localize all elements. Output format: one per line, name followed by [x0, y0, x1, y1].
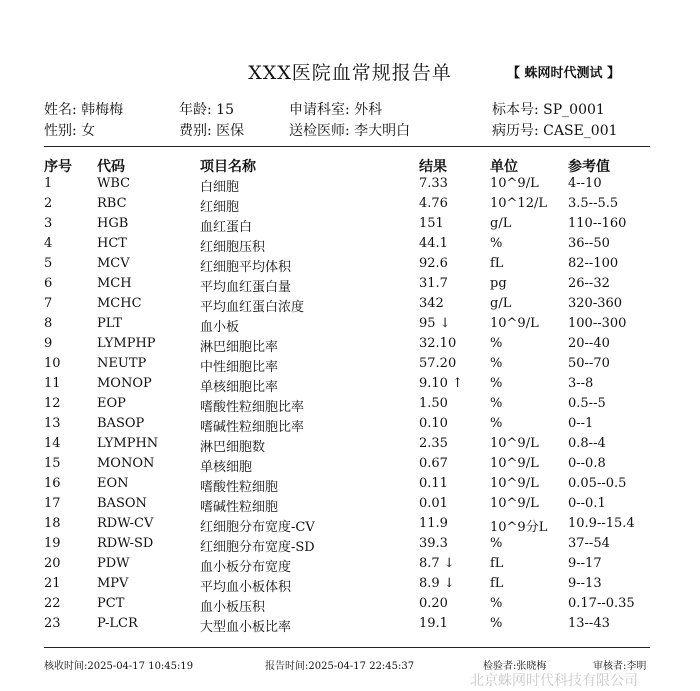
row-unit: %: [490, 336, 503, 351]
table-row: [0, 596, 700, 616]
row-index: 6: [44, 276, 53, 291]
row-reference: 0.8--4: [568, 436, 606, 451]
row-code: MPV: [97, 576, 129, 591]
row-index: 8: [44, 316, 53, 331]
table-row: [0, 416, 700, 436]
table-row: [0, 436, 700, 456]
header-divider: [44, 146, 650, 147]
row-result: 39.3: [419, 536, 448, 551]
row-code: HGB: [97, 216, 129, 231]
header-reference: 参考值: [568, 159, 610, 175]
row-index: 3: [44, 216, 53, 231]
row-item-name: 淋巴细胞比率: [200, 340, 279, 355]
header-unit: 单位: [490, 159, 518, 175]
row-unit: %: [490, 396, 503, 411]
row-item-name: 中性细胞比率: [200, 360, 279, 375]
row-reference: 0--0.8: [568, 456, 606, 471]
row-index: 19: [44, 536, 61, 551]
row-code: LYMPHP: [97, 336, 156, 351]
fee-type: 费别: 医保: [179, 123, 245, 139]
row-reference: 50--70: [568, 356, 610, 371]
row-result: 7.33: [419, 176, 448, 191]
row-unit: %: [490, 236, 503, 251]
row-reference: 0--0.1: [568, 496, 606, 511]
row-reference: 20--40: [568, 336, 610, 351]
row-result: 342: [419, 296, 444, 311]
row-item-name: 红细胞分布宽度-SD: [200, 540, 315, 555]
row-result: 1.50: [419, 396, 448, 411]
row-item-name: 红细胞分布宽度-CV: [200, 520, 315, 535]
row-code: BASON: [97, 496, 147, 511]
header-code: 代码: [97, 159, 125, 175]
row-result: 8.7 ↓: [419, 556, 455, 571]
row-result: 0.20: [419, 596, 448, 611]
row-index: 15: [44, 456, 61, 471]
row-code: PCT: [97, 596, 125, 611]
row-reference: 37--54: [568, 536, 610, 551]
table-row: [0, 536, 700, 556]
row-unit: %: [490, 416, 503, 431]
row-item-name: 血小板压积: [200, 600, 266, 615]
row-unit: %: [490, 536, 503, 551]
table-row: [0, 456, 700, 476]
case-number: 病历号: CASE_001: [492, 123, 618, 139]
row-index: 14: [44, 436, 61, 451]
row-code: EOP: [97, 396, 126, 411]
row-item-name: 大型血小板比率: [200, 620, 292, 635]
row-code: P-LCR: [97, 616, 138, 631]
row-code: MONON: [97, 456, 155, 471]
row-code: PLT: [97, 316, 122, 331]
row-unit: 10^12/L: [490, 196, 547, 211]
row-code: MCH: [97, 276, 132, 291]
row-unit: 10^9/L: [490, 316, 539, 331]
row-unit: 10^9/L: [490, 476, 539, 491]
row-reference: 82--100: [568, 256, 619, 271]
row-unit: %: [490, 616, 503, 631]
table-row: [0, 556, 700, 576]
row-item-name: 淋巴细胞数: [200, 440, 266, 455]
row-item-name: 嗜酸性粒细胞比率: [200, 400, 305, 415]
row-index: 22: [44, 596, 61, 611]
row-index: 7: [44, 296, 53, 311]
row-unit: %: [490, 376, 503, 391]
report-time: 报告时间:2025-04-17 22:45:37: [265, 661, 415, 672]
row-code: MCHC: [97, 296, 142, 311]
row-item-name: 嗜酸性粒细胞: [200, 480, 279, 495]
referring-doctor: 送检医师: 李大明白: [289, 123, 411, 139]
row-code: RDW-SD: [97, 536, 154, 551]
row-unit: 10^9/L: [490, 176, 539, 191]
row-unit: fL: [490, 256, 504, 271]
row-result: 19.1: [419, 616, 448, 631]
row-item-name: 血小板分布宽度: [200, 560, 292, 575]
footer-divider: [44, 647, 650, 648]
row-index: 5: [44, 256, 53, 271]
row-code: RBC: [97, 196, 127, 211]
row-result: 11.9: [419, 516, 448, 531]
table-row: [0, 196, 700, 216]
table-row: [0, 216, 700, 236]
table-row: [0, 356, 700, 376]
row-item-name: 平均血红蛋白浓度: [200, 300, 305, 315]
table-row: [0, 516, 700, 536]
row-reference: 320-360: [568, 296, 623, 311]
table-row: [0, 376, 700, 396]
header-index: 序号: [44, 159, 72, 175]
row-reference: 100--300: [568, 316, 627, 331]
row-item-name: 红细胞: [200, 200, 240, 215]
row-index: 21: [44, 576, 61, 591]
header-result: 结果: [419, 159, 447, 175]
row-code: NEUTP: [97, 356, 147, 371]
row-item-name: 红细胞压积: [200, 240, 266, 255]
row-result: 32.10: [419, 336, 457, 351]
row-item-name: 单核细胞比率: [200, 380, 279, 395]
row-unit: %: [490, 356, 503, 371]
row-index: 18: [44, 516, 61, 531]
row-result: 92.6: [419, 256, 448, 271]
row-unit: 10^9/L: [490, 456, 539, 471]
row-code: WBC: [97, 176, 131, 191]
row-unit: pg: [490, 276, 507, 291]
row-code: MCV: [97, 256, 130, 271]
reviewer-name: 审核者:李明: [593, 661, 647, 672]
row-index: 20: [44, 556, 61, 571]
row-result: 151: [419, 216, 444, 231]
table-row: [0, 616, 700, 636]
patient-name: 姓名: 韩梅梅: [44, 102, 124, 118]
row-item-name: 嗜碱性粒细胞: [200, 500, 279, 515]
patient-gender: 性别: 女: [44, 123, 96, 139]
row-reference: 36--50: [568, 236, 610, 251]
row-unit: 10^9/L: [490, 496, 539, 511]
table-row: [0, 276, 700, 296]
table-row: [0, 336, 700, 356]
row-result: 8.9 ↓: [419, 576, 455, 591]
table-row: [0, 236, 700, 256]
row-item-name: 平均血红蛋白量: [200, 280, 292, 295]
row-unit: %: [490, 596, 503, 611]
row-reference: 0--1: [568, 416, 594, 431]
row-reference: 4--10: [568, 176, 602, 191]
row-result: 4.76: [419, 196, 448, 211]
row-reference: 9--17: [568, 556, 602, 571]
table-row: [0, 316, 700, 336]
row-index: 13: [44, 416, 61, 431]
report-title: XXX医院血常规报告单: [248, 62, 452, 84]
row-unit: g/L: [490, 216, 512, 231]
tester-name: 检验者:张晓梅: [483, 661, 547, 672]
row-reference: 13--43: [568, 616, 610, 631]
row-code: RDW-CV: [97, 516, 154, 531]
table-row: [0, 256, 700, 276]
row-index: 9: [44, 336, 53, 351]
row-index: 23: [44, 616, 61, 631]
header-item-name: 项目名称: [200, 159, 256, 175]
row-result: 9.10 ↑: [419, 376, 463, 391]
row-index: 11: [44, 376, 61, 391]
table-row: [0, 576, 700, 596]
row-result: 0.67: [419, 456, 448, 471]
row-code: EON: [97, 476, 129, 491]
row-unit: g/L: [490, 296, 512, 311]
row-unit: 10^9分L: [490, 520, 548, 535]
row-item-name: 平均血小板体积: [200, 580, 292, 595]
table-row: [0, 296, 700, 316]
row-result: 2.35: [419, 436, 448, 451]
row-reference: 3--8: [568, 376, 594, 391]
row-reference: 10.9--15.4: [568, 516, 635, 531]
row-reference: 0.5--5: [568, 396, 606, 411]
row-index: 12: [44, 396, 61, 411]
received-time: 核收时间:2025-04-17 10:45:19: [44, 661, 194, 672]
row-reference: 0.17--0.35: [568, 596, 635, 611]
row-item-name: 血小板: [200, 320, 240, 335]
row-result: 95 ↓: [419, 316, 451, 331]
row-reference: 110--160: [568, 216, 627, 231]
brand-tag: 【 蛛网时代测试 】: [507, 66, 621, 81]
row-result: 0.11: [419, 476, 448, 491]
patient-age: 年龄: 15: [179, 102, 234, 118]
row-item-name: 嗜碱性粒细胞比率: [200, 420, 305, 435]
row-index: 16: [44, 476, 61, 491]
row-result: 31.7: [419, 276, 448, 291]
row-index: 4: [44, 236, 53, 251]
table-row: [0, 176, 700, 196]
table-row: [0, 396, 700, 416]
row-item-name: 单核细胞: [200, 460, 253, 475]
row-code: LYMPHN: [97, 436, 159, 451]
row-code: PDW: [97, 556, 130, 571]
row-index: 2: [44, 196, 53, 211]
row-result: 57.20: [419, 356, 457, 371]
specimen-number: 标本号: SP_0001: [492, 102, 605, 118]
patient-department: 申请科室: 外科: [289, 102, 383, 118]
row-item-name: 血红蛋白: [200, 220, 253, 235]
row-code: BASOP: [97, 416, 145, 431]
row-unit: fL: [490, 556, 504, 571]
table-row: [0, 476, 700, 496]
row-reference: 0.05--0.5: [568, 476, 627, 491]
row-unit: 10^9/L: [490, 436, 539, 451]
row-reference: 26--32: [568, 276, 610, 291]
row-index: 17: [44, 496, 61, 511]
row-item-name: 红细胞平均体积: [200, 260, 292, 275]
row-reference: 9--13: [568, 576, 602, 591]
table-row: [0, 496, 700, 516]
row-index: 1: [44, 176, 53, 191]
row-result: 0.10: [419, 416, 448, 431]
row-result: 44.1: [419, 236, 448, 251]
row-code: HCT: [97, 236, 127, 251]
row-index: 10: [44, 356, 61, 371]
watermark-text: 北京蛛网时代科技有限公司: [470, 673, 638, 689]
row-item-name: 白细胞: [200, 180, 240, 195]
row-code: MONOP: [97, 376, 152, 391]
row-result: 0.01: [419, 496, 448, 511]
row-reference: 3.5--5.5: [568, 196, 619, 211]
row-unit: fL: [490, 576, 504, 591]
